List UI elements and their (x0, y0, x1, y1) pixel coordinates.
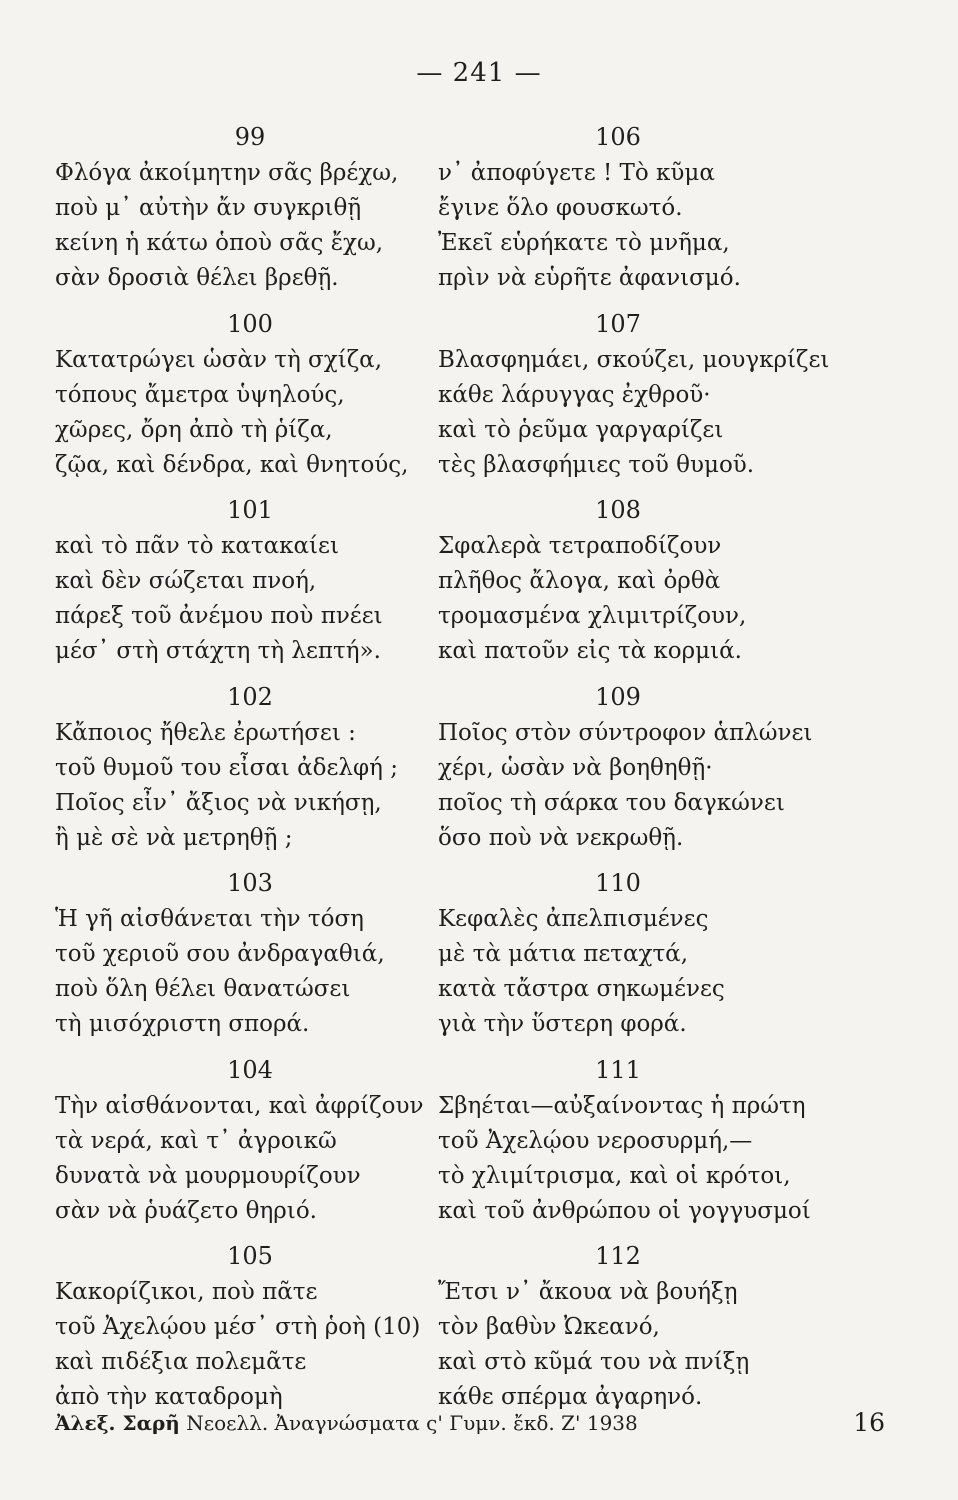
stanza (55, 864, 435, 1051)
verse-line: ν᾽ ἀποφύγετε ! Τὸ κῦμα (438, 160, 715, 186)
verse-line: καὶ πατοῦν εἰς τὰ κορμιά. (438, 638, 742, 664)
stanza (55, 491, 435, 678)
verse-line: τὸ χλιμίτρισμα, καὶ οἱ κρότοι, (438, 1162, 791, 1189)
signature-mark: 16 (853, 1408, 885, 1437)
verse-line: ζῷα, καὶ δένδρα, καὶ θνητούς, (55, 451, 409, 478)
page-number: — 241 — (416, 58, 542, 88)
stanza-number: 105 (227, 1242, 273, 1270)
verse-line: καὶ τὸ πᾶν τὸ κατακαίει (55, 533, 339, 559)
verse-line: τὸν βαθὺν Ὠκεανό, (438, 1314, 660, 1340)
verse-line: τόπους ἄμετρα ὑψηλούς, (55, 381, 345, 408)
verse-line: Ἡ γῆ αἰσθάνεται τὴν τόση (55, 906, 364, 932)
verse-line: καὶ τὸ ῥεῦμα γαργαρίζει (438, 416, 724, 443)
stanza-number: 106 (595, 123, 641, 151)
stanza-lines (438, 1275, 838, 1415)
verse-line: τοῦ Ἀχελῴου μέσ᾽ στὴ ῥοὴ (10) (55, 1314, 421, 1340)
left-column (55, 118, 435, 1424)
verse-line: Κἄποιος ἤθελε ἐρωτήσει : (55, 719, 356, 746)
verse-line: Ἔτσι ν᾽ ἄκουα νὰ βουήξῃ (438, 1279, 738, 1305)
stanza (438, 1237, 838, 1424)
stanza-lines (55, 156, 435, 296)
stanza-number: 102 (227, 682, 273, 711)
verse-line: Τὴν αἰσθάνονται, καὶ ἀφρίζουν (55, 1092, 424, 1119)
verse-line: καὶ πιδέξια πολεμᾶτε (55, 1349, 307, 1375)
verse-line: Ποῖος στὸν σύντροφον ἁπλώνει (438, 719, 813, 746)
verse-line: τοῦ χεριοῦ σου ἀνδραγαθιά, (55, 941, 385, 967)
stanza-lines (55, 1089, 435, 1229)
verse-line: τοῦ θυμοῦ του εἶσαι ἀδελφή ; (55, 754, 398, 781)
verse-line: Σφαλερὰ τετραποδίζουν (438, 533, 722, 559)
verse-line: τὰ νερά, καὶ τ᾽ ἀγροικῶ (55, 1127, 337, 1154)
verse-line: σὰν νὰ ῥυάζετο θηριό. (55, 1197, 317, 1224)
verse-line: πρὶν νὰ εὑρῆτε ἀφανισμό. (438, 265, 741, 291)
stanza-number: 100 (227, 309, 273, 338)
verse-line: χῶρες, ὄρη ἀπὸ τὴ ῥίζα, (55, 416, 333, 443)
stanza-lines (438, 343, 838, 483)
stanza (438, 491, 838, 678)
verse-line: Βλασφημάει, σκούζει, μουγκρίζει (438, 346, 830, 373)
verse-line: μέσ᾽ στὴ στάχτη τὴ λεπτή». (55, 638, 381, 664)
stanza-number: 103 (227, 869, 273, 897)
verse-line: ποὺ ὅλη θέλει θανατώσει (55, 976, 351, 1002)
stanza-number: 110 (595, 869, 641, 897)
stanza-lines (438, 902, 838, 1042)
stanza (438, 305, 838, 492)
verse-line: τοῦ Ἀχελῴου νεροσυρμή,— (438, 1127, 753, 1154)
stanza (438, 1051, 838, 1238)
stanza-number: 107 (595, 309, 641, 338)
verse-line: Ποῖος εἶν᾽ ἄξιος νὰ νικήσῃ, (55, 789, 382, 816)
stanza-number: 111 (595, 1055, 641, 1084)
verse-line: Κατατρώγει ὡσὰν τὴ σχίζα, (55, 346, 383, 373)
stanza (438, 864, 838, 1051)
verse-line: πλῆθος ἄλογα, καὶ ὀρθὰ (438, 568, 721, 594)
verse-line: καὶ τοῦ ἀνθρώπου οἱ γογγυσμοί (438, 1197, 811, 1224)
stanza (55, 1237, 435, 1424)
stanza-number: 99 (234, 123, 266, 151)
stanza-number: 108 (595, 496, 641, 524)
verse-line: Φλόγα ἀκοίμητην σᾶς βρέχω, (55, 160, 399, 186)
stanza-lines (55, 1275, 435, 1415)
verse-line: τὴ μισόχριστη σπορά. (55, 1011, 310, 1037)
verse-line: κατὰ τἄστρα σηκωμένες (438, 976, 725, 1002)
stanza-number: 104 (227, 1055, 273, 1084)
verse-line: γιὰ τὴν ὕστερη φορά. (438, 1011, 687, 1037)
verse-line: χέρι, ὡσὰν νὰ βοηθηθῇ· (438, 754, 713, 781)
stanza-lines (55, 343, 435, 483)
verse-line: κείνη ἡ κάτω ὁποὺ σᾶς ἔχω, (55, 230, 384, 256)
stanza (438, 118, 838, 305)
footer (55, 1405, 925, 1441)
right-column (438, 118, 838, 1424)
stanza (55, 305, 435, 492)
stanza (55, 118, 435, 305)
stanza-lines (438, 529, 838, 669)
verse-line: κάθε σπέρμα ἀγαρηνό. (438, 1384, 703, 1410)
verse-line: σὰν δροσιὰ θέλει βρεθῇ. (55, 265, 339, 291)
verse-line: ἔγινε ὅλο φουσκωτό. (438, 195, 683, 221)
stanza (55, 678, 435, 865)
footer-text: Νεοελλ. Ἀναγνώσματα ς' Γυμν. ἔκδ. Ζ' 1938 (186, 1411, 638, 1435)
stanza-number: 101 (227, 496, 273, 524)
verse-line: ποῖος τὴ σάρκα του δαγκώνει (438, 789, 785, 816)
stanza-lines (438, 1089, 838, 1229)
verse-line: ποὺ μ᾽ αὐτὴν ἄν συγκριθῇ (55, 195, 362, 221)
verse-line: τρομασμένα χλιμιτρίζουν, (438, 603, 747, 629)
stanza-lines (55, 902, 435, 1042)
stanza-lines (55, 716, 435, 856)
stanza (55, 1051, 435, 1238)
stanza-lines (438, 716, 838, 856)
verse-line: καὶ δὲν σώζεται πνοή, (55, 568, 317, 594)
verse-line: μὲ τὰ μάτια πεταχτά, (438, 941, 689, 967)
verse-line: δυνατὰ νὰ μουρμουρίζουν (55, 1162, 361, 1189)
verse-line: ἢ μὲ σὲ νὰ μετρηθῇ ; (55, 824, 293, 851)
verse-line: ὅσο ποὺ νὰ νεκρωθῇ. (438, 824, 684, 851)
verse-line: πάρεξ τοῦ ἀνέμου ποὺ πνέει (55, 603, 383, 629)
stanza-lines (55, 529, 435, 669)
verse-line: Σβηέται—αὐξαίνοντας ἡ πρώτη (438, 1092, 806, 1119)
footer-author: Ἀλεξ. Σαρῆ (55, 1411, 180, 1435)
stanza (438, 678, 838, 865)
verse-line: Κακορίζικοι, ποὺ πᾶτε (55, 1279, 318, 1305)
verse-line: Κεφαλὲς ἀπελπισμένες (438, 906, 709, 932)
stanza-lines (438, 156, 838, 296)
verse-line: καὶ στὸ κῦμά του νὰ πνίξῃ (438, 1349, 750, 1375)
stanza-number: 112 (595, 1242, 641, 1270)
verse-line: τὲς βλασφήμιες τοῦ θυμοῦ. (438, 451, 755, 478)
verse-line: κάθε λάρυγγας ἐχθροῦ· (438, 381, 711, 408)
verse-line: Ἐκεῖ εὑρήκατε τὸ μνῆμα, (438, 230, 730, 256)
stanza-number: 109 (595, 682, 641, 711)
verse-line: ἀπὸ τὴν καταδρομὴ (55, 1384, 283, 1410)
